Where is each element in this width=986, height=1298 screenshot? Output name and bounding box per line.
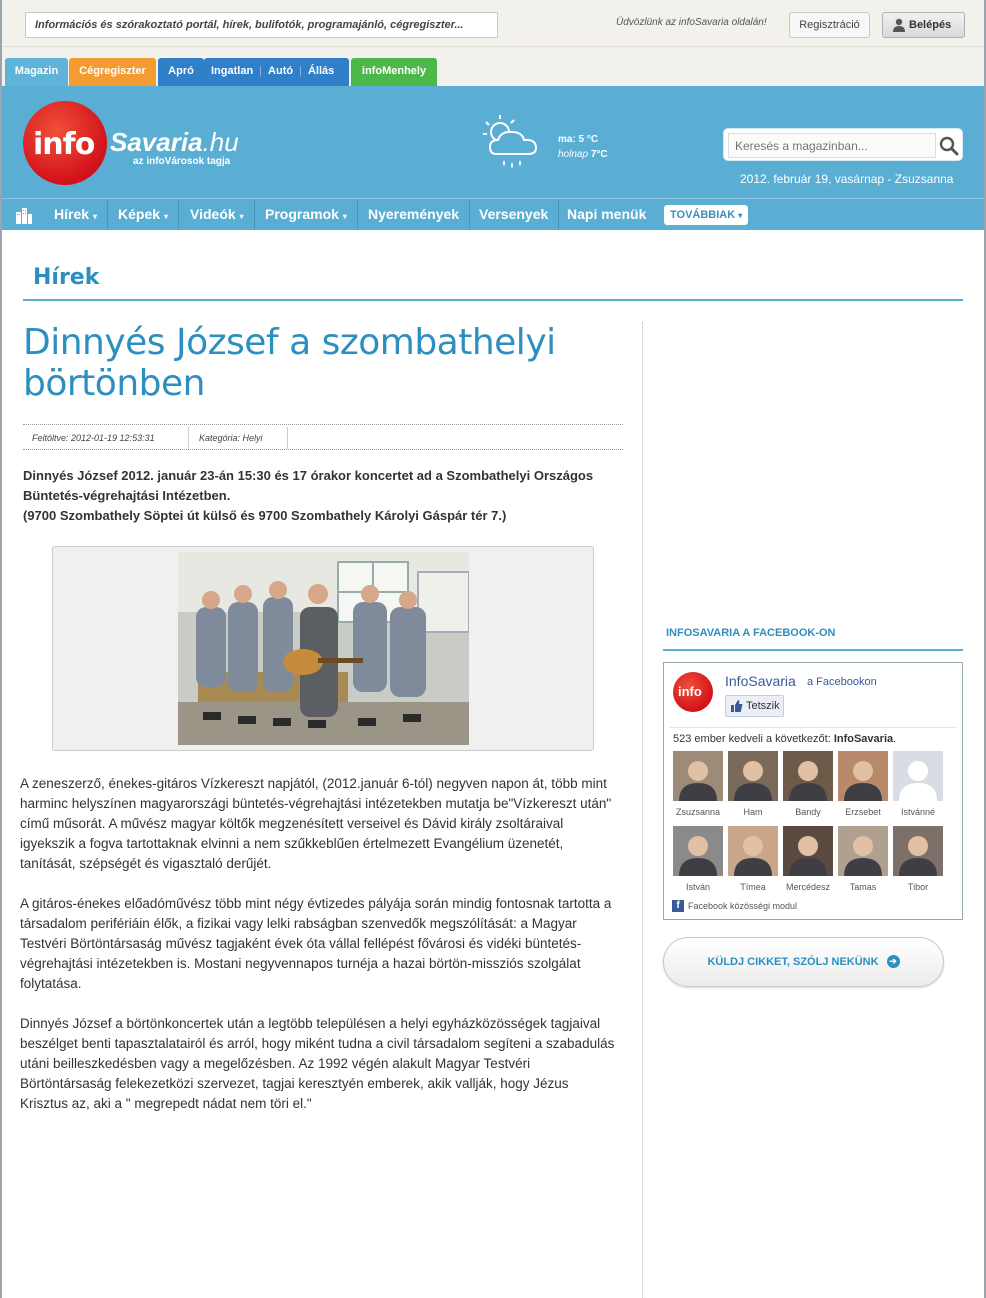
column-divider xyxy=(642,322,643,1298)
tab-cegregiszter[interactable]: Cégregiszter xyxy=(69,58,156,86)
submit-article-button[interactable] xyxy=(663,937,944,987)
fan-count-text: 523 ember kedveli a következőt: xyxy=(673,733,834,745)
article-paragraph: A gitáros-énekes előadóművész több mint négy évtizedes pályája során mindig fontosnak tartotta a társadalom perifériáin élők, a fizikai vagy lelki rabságban szenvedők megszólítását: a Magyar Testvéri Börtöntársaság művész tagjaként évek óta vállal fellépést fővárosi és vidéki büntetés-végrehajtási intézetekben is. Mostani negyvennapos turnéja a hazai börtön-missziós szolgálat folytatása. xyxy=(20,896,612,991)
register-button[interactable]: Regisztráció xyxy=(789,12,870,38)
facebook-fan-count xyxy=(673,733,896,745)
nav-nyeremenyek[interactable]: Nyeremények xyxy=(358,199,470,230)
nav-videok-label: Videók xyxy=(190,206,236,222)
facebook-page-name[interactable]: InfoSavaria xyxy=(725,673,796,689)
weather-today: ma: 5 °C xyxy=(558,134,599,145)
facebook-like-box xyxy=(663,662,963,920)
article-photo-frame xyxy=(52,546,594,751)
fan-name: Tímea xyxy=(740,882,766,892)
upload-date: Feltöltve: 2012-01-19 12:53:31 xyxy=(32,433,155,443)
fan-avatar xyxy=(893,751,943,801)
lead-line-1: Dinnyés József 2012. január 23-án 15:30 és 17 órakor koncertet ad a Szombathelyi Országos Büntetés-végrehajtási Intézetben. xyxy=(23,468,594,503)
lead-line-2: (9700 Szombathely Söptei út külső és 9700 Szombathely Károlyi Gáspár tér 7.) xyxy=(23,508,507,523)
fan-item[interactable] xyxy=(892,751,944,817)
site-slogan: Információs és szórakoztató portál, hírek, bulifotók, programajánló, cégregiszter... xyxy=(25,12,498,38)
meta-separator xyxy=(188,427,189,449)
fan-avatar xyxy=(728,826,778,876)
tab-magazin[interactable]: Magazin xyxy=(5,58,68,86)
fan-count-suffix: . xyxy=(893,733,897,745)
fan-name: Erzsebet xyxy=(845,807,881,817)
fan-avatar xyxy=(893,826,943,876)
tab-separator: | xyxy=(259,65,263,77)
article-headline: Dinnyés József a szombathelyi börtönben xyxy=(23,322,556,404)
nav-programok-label: Programok xyxy=(265,206,339,222)
facebook-like-label: Tetszik xyxy=(746,700,780,712)
article-photo[interactable] xyxy=(178,552,469,745)
chevron-down-icon: ▾ xyxy=(738,211,743,220)
nav-napi-menuk[interactable]: Napi menük xyxy=(567,206,647,222)
tab-group-classifieds xyxy=(204,58,349,86)
chevron-down-icon: ▾ xyxy=(93,212,98,221)
logo-wordmark[interactable] xyxy=(110,127,239,158)
top-bar xyxy=(2,0,984,47)
infosavaria-page-avatar[interactable] xyxy=(673,672,713,712)
fan-name: Tamas xyxy=(849,882,877,892)
section-title[interactable]: Hírek xyxy=(33,265,100,290)
facebook-like-button[interactable] xyxy=(725,695,784,717)
nav-hirek-label: Hírek xyxy=(54,206,90,222)
fan-count-page[interactable]: InfoSavaria xyxy=(833,733,894,745)
section-divider xyxy=(23,299,963,301)
tab-separator: | xyxy=(299,65,302,77)
login-label: Belépés xyxy=(909,19,952,31)
search-icon[interactable] xyxy=(939,136,959,156)
search-box xyxy=(723,128,963,161)
fan-avatar xyxy=(673,751,723,801)
tab-ingatlan[interactable]: Ingatlan xyxy=(211,65,254,77)
fan-avatar xyxy=(783,826,833,876)
fan-item[interactable] xyxy=(727,751,779,817)
fan-avatar xyxy=(838,826,888,876)
rain-cloud-icon xyxy=(478,112,550,174)
fan-name: Bandy xyxy=(795,807,821,817)
nav-kepek[interactable] xyxy=(108,199,179,230)
logo-info-text: info xyxy=(33,127,95,162)
chevron-down-icon: ▾ xyxy=(239,212,244,221)
chevron-down-icon: ▾ xyxy=(164,212,169,221)
login-button[interactable] xyxy=(882,12,965,38)
tab-allas[interactable]: Állás xyxy=(307,65,335,77)
chevron-down-icon: ▾ xyxy=(342,212,347,221)
tab-infomenhely[interactable]: infoMenhely xyxy=(351,58,437,86)
meta-separator xyxy=(287,427,288,449)
fan-item[interactable] xyxy=(672,751,724,817)
facebook-footer-label: Facebook közösségi modul xyxy=(688,901,798,911)
welcome-text: Üdvözlünk az infoSavaria oldalán! xyxy=(616,17,767,28)
logo-savaria: Savaria xyxy=(110,127,203,157)
weather-tomorrow xyxy=(558,149,608,160)
fan-item[interactable] xyxy=(892,826,944,892)
fan-item[interactable] xyxy=(837,751,889,817)
arrow-right-icon: ➔ xyxy=(887,955,900,968)
fb-logo-text: info xyxy=(678,684,702,699)
user-icon xyxy=(893,18,905,32)
logo-badge[interactable] xyxy=(23,101,107,185)
site-header xyxy=(2,86,984,198)
fan-name: Mercédesz xyxy=(785,882,830,892)
nav-tovabbiak-button[interactable] xyxy=(664,205,748,225)
facebook-icon: f xyxy=(672,900,684,912)
facebook-widget-title: INFOSAVARIA A FACEBOOK-ON xyxy=(666,627,836,639)
fan-item[interactable] xyxy=(837,826,889,892)
search-input[interactable] xyxy=(728,133,936,158)
logo-subtitle: az infoVárosok tagja xyxy=(133,156,231,167)
submit-article-label: KÜLDJ CIKKET, SZÓLJ NEKÜNK xyxy=(707,956,879,968)
facebook-module-footer[interactable] xyxy=(672,901,797,911)
article-meta xyxy=(23,424,623,450)
facebook-widget-divider xyxy=(663,649,963,651)
article-category[interactable]: Kategória: Helyi xyxy=(199,433,263,443)
current-date: 2012. február 19, vasárnap - Zsuzsanna xyxy=(740,172,954,186)
fan-name: Ham xyxy=(743,807,763,817)
nav-kepek-label: Képek xyxy=(118,206,161,222)
article-lead xyxy=(23,466,623,526)
fan-item[interactable] xyxy=(782,751,834,817)
main-nav xyxy=(2,198,984,230)
nav-hirek[interactable] xyxy=(44,199,108,230)
fan-avatar xyxy=(838,751,888,801)
fan-name: Istvánné xyxy=(900,807,936,817)
fan-name: Zsuzsanna xyxy=(675,807,721,817)
fan-name: Tibor xyxy=(907,882,929,892)
fan-avatar xyxy=(728,751,778,801)
fan-avatar xyxy=(783,751,833,801)
logo-hu: .hu xyxy=(202,127,239,157)
fan-item[interactable] xyxy=(727,826,779,892)
city-home-icon[interactable] xyxy=(14,206,34,224)
nav-versenyek[interactable]: Versenyek xyxy=(469,199,559,230)
facebook-box-divider xyxy=(670,727,957,728)
nav-programok[interactable] xyxy=(255,199,358,230)
article-paragraph: Dinnyés József a börtönkoncertek után a legtöbb településen a helyi egyházközösségek tagjaival beszélget benti tapasztalatairól és arról, hogy miként tudna a civil társadalom segíteni a szabadulás utáni beilleszkedésben vagy a megelőzésben. Az 1992 végén alakult Magyar Testvéri Börtöntársaság felekezetközi szervezet, tagjai keresztyén emberek, akik vallják, hogy Jézus Krisztus az, aki a " megrepedt nádat nem töri el." xyxy=(20,1016,615,1111)
article-paragraph: A zeneszerző, énekes-gitáros Vízkereszt napjától, (2012.január 6-tól) negyven napon át, több mint harminc helyszínen magyarországi büntetés-végrehajtási intézetekben mutatja be"Vízkereszt után" című műsorát. A művész magyar költők megzenésített verseivel és Dávid király zsoltáraival igyekszik a fogva tartottaknak elvinni a nem szűkkeblűen értelmezett Evangélium üzenetét, tanítását, szépségét és vigasztaló derűjét. xyxy=(20,776,612,871)
weather-tomorrow-label: holnap xyxy=(558,149,591,160)
fan-avatar xyxy=(673,826,723,876)
weather-tomorrow-value: 7°C xyxy=(590,149,608,160)
nav-tovabbiak-label: TOVÁBBIAK xyxy=(670,209,736,221)
tab-auto[interactable]: Autó xyxy=(268,65,294,77)
tab-apro[interactable]: Apró xyxy=(158,58,204,86)
thumbs-up-icon xyxy=(731,700,743,712)
fan-name: István xyxy=(685,882,710,892)
fan-item[interactable] xyxy=(782,826,834,892)
fan-item[interactable] xyxy=(672,826,724,892)
facebook-on-text: a Facebookon xyxy=(807,676,877,688)
portal-tabs xyxy=(2,47,984,86)
nav-videok[interactable] xyxy=(180,199,255,230)
